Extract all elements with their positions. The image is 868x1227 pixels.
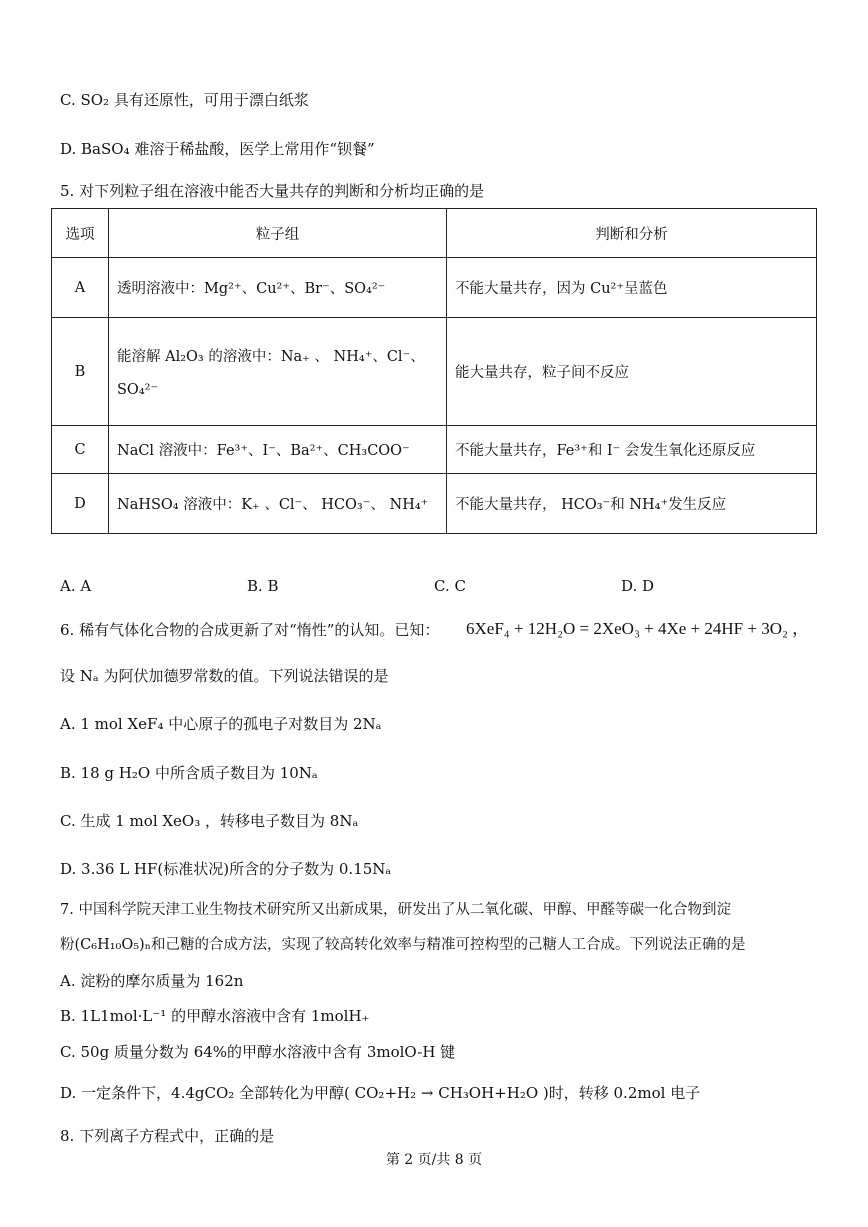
q5-table (51, 208, 817, 534)
table-row (52, 318, 817, 426)
q7-stem-2: 粉(C₆H₁₀O₅)ₙ和己糖的合成方法，实现了较高转化效率与精准可控构型的己糖人工合成。下列说法正确的是 (60, 937, 746, 953)
q6-option-c: C. 生成 1 mol XeO₃ ，转移电子数目为 8Nₐ (60, 812, 359, 830)
table-row (52, 474, 817, 534)
q5-stem: 5. 对下列粒子组在溶液中能否大量共存的判断和分析均正确的是 (60, 182, 485, 200)
q5-choice-d: D. D (621, 577, 655, 595)
q4-option-d: D. BaSO₄ 难溶于稀盐酸，医学上常用作“钡餐” (60, 140, 375, 158)
row-analysis: 不能大量共存， HCO₃⁻和 NH₄⁺发生反应 (447, 474, 817, 534)
row-label: A (52, 258, 109, 318)
page-footer: 第 2 页/共 8 页 (385, 1152, 483, 1168)
row-label: C (52, 426, 109, 474)
q7-option-b: B. 1L1mol·L⁻¹ 的甲醇水溶液中含有 1molH₊ (60, 1007, 370, 1025)
header-particles: 粒子组 (109, 209, 447, 258)
row-analysis: 能大量共存，粒子间不反应 (447, 318, 817, 426)
row-label: D (52, 474, 109, 534)
q6-stem: 6. 稀有气体化合物的合成更新了对“惰性”的认知。已知： (60, 621, 440, 639)
q5-choice-c: C. C (434, 577, 466, 595)
row-particles: 透明溶液中：Mg²⁺、Cu²⁺、Br⁻、SO₄²⁻ (109, 258, 447, 318)
q6-stem-2: 设 Nₐ 为阿伏加德罗常数的值。下列说法错误的是 (60, 667, 389, 685)
table-header-row (52, 209, 817, 258)
table-row (52, 426, 817, 474)
q5-choice-a: A. A (60, 577, 92, 595)
q6-equation: 6XeF₄ + 12H₂O = 2XeO₃ + 4Xe + 24HF + 3O₂ ， (466, 619, 810, 638)
header-option: 选项 (52, 209, 109, 258)
q5-choice-b: B. B (247, 577, 279, 595)
row-particles-line2: SO₄²⁻ (117, 382, 159, 398)
q7-stem-1: 7. 中国科学院天津工业生物技术研究所又出新成果，研发出了从二氧化碳、甲醇、甲醛等碳一化合物到淀 (60, 902, 731, 918)
row-particles-line1: 能溶解 Al₂O₃ 的溶液中：Na₊ 、 NH₄⁺、Cl⁻、 (117, 349, 425, 365)
q7-option-a: A. 淀粉的摩尔质量为 162n (60, 972, 244, 990)
q7-option-c: C. 50g 质量分数为 64%的甲醇水溶液中含有 3molO-H 键 (60, 1043, 456, 1061)
row-particles: NaHSO₄ 溶液中：K₊ 、Cl⁻、 HCO₃⁻、 NH₄⁺ (109, 474, 447, 534)
header-analysis: 判断和分析 (447, 209, 817, 258)
q8-stem: 8. 下列离子方程式中，正确的是 (60, 1127, 275, 1145)
q6-option-a: A. 1 mol XeF₄ 中心原子的孤电子对数目为 2Nₐ (60, 715, 382, 733)
q4-option-c: C. SO₂ 具有还原性，可用于漂白纸浆 (60, 91, 309, 109)
row-particles (109, 318, 447, 426)
q6-option-d: D. 3.36 L HF(标准状况)所含的分子数为 0.15Nₐ (60, 860, 392, 878)
row-particles: NaCl 溶液中：Fe³⁺、I⁻、Ba²⁺、CH₃COO⁻ (109, 426, 447, 474)
row-analysis: 不能大量共存，因为 Cu²⁺呈蓝色 (447, 258, 817, 318)
q6-option-b: B. 18 g H₂O 中所含质子数目为 10Nₐ (60, 764, 318, 782)
q7-option-d: D. 一定条件下，4.4gCO₂ 全部转化为甲醇( CO₂+H₂ → CH₃OH+H₂O )时，转移 0.2mol 电子 (60, 1084, 701, 1102)
row-analysis: 不能大量共存，Fe³⁺和 I⁻ 会发生氧化还原反应 (447, 426, 817, 474)
row-label: B (52, 318, 109, 426)
table-row (52, 258, 817, 318)
